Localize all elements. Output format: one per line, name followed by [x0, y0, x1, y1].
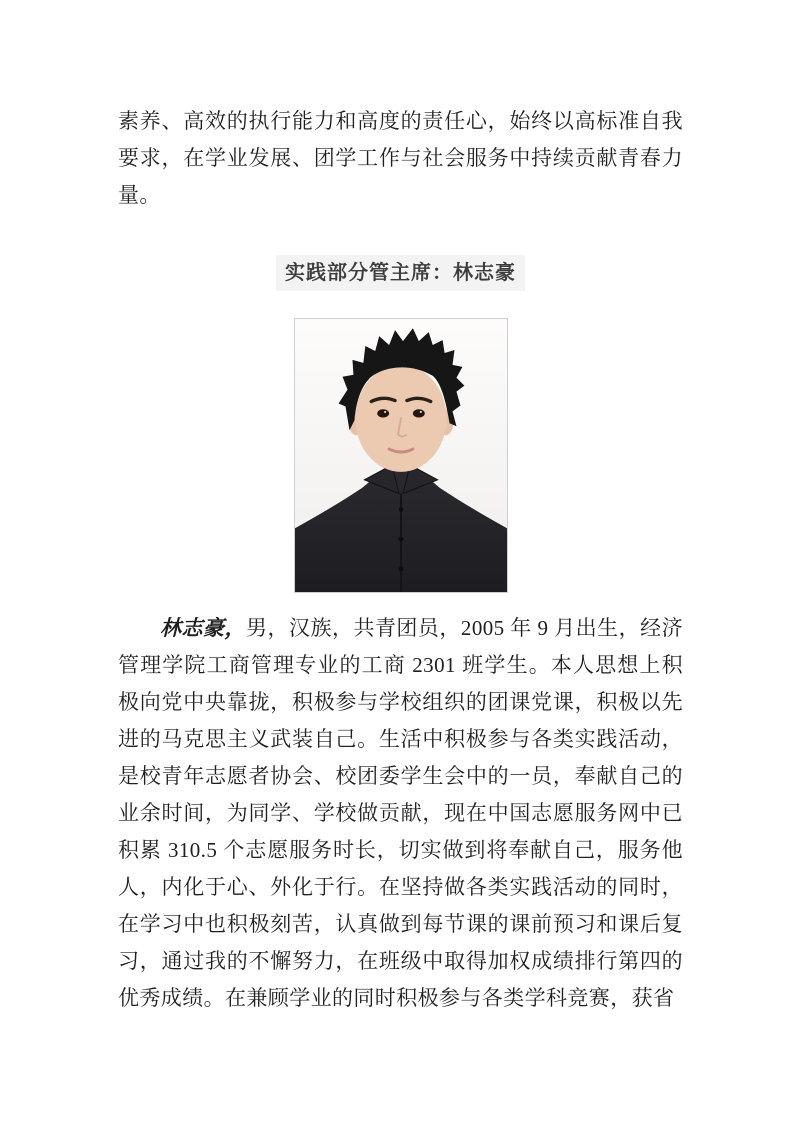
eye-right	[412, 409, 424, 417]
shirt-button	[398, 567, 403, 572]
eye-glint	[384, 411, 386, 413]
bio-text: 男，汉族，共青团员，2005 年 9 月出生，经济管理学院工商管理专业的工商 2301 班学生。本人思想上积极向党中央靠拢，积极参与学校组织的团课党课，积极以先进的马克思主义武装自己。生活中积极参与各类实践活动，是校青年志愿者协会、校团委学生会中的一员，奉献自己的业余时间，为同学、学校做贡献，现在中国志愿服务网中已积累 310.5 个志愿服务时长，切实做到将奉献自己，服务他人，内化于心、外化于行。在坚持做各类实践活动的同时，在学习中也积极刻苦，认真做到每节课的课前预习和课后复习，通过我的不懈努力，在班级中取得加权成绩排行第四的优秀成绩。在兼顾学业的同时积极参与各类学科竞赛，获省	[118, 616, 684, 1010]
eye-left	[377, 409, 389, 417]
section-heading: 实践部分管主席：林志豪	[276, 255, 525, 291]
eye-glint	[419, 411, 421, 413]
bio-name: 林志豪，	[160, 616, 246, 640]
section-heading-row	[118, 255, 683, 291]
portrait-photo	[294, 318, 508, 593]
portrait-row	[118, 318, 683, 593]
bio-paragraph	[118, 610, 683, 1017]
portrait-illustration	[295, 319, 507, 592]
shirt-button	[398, 507, 403, 512]
intro-paragraph: 素养、高效的执行能力和高度的责任心，始终以高标准自我要求，在学业发展、团学工作与社会服务中持续贡献青春力量。	[118, 109, 683, 207]
shirt-button	[398, 537, 403, 542]
